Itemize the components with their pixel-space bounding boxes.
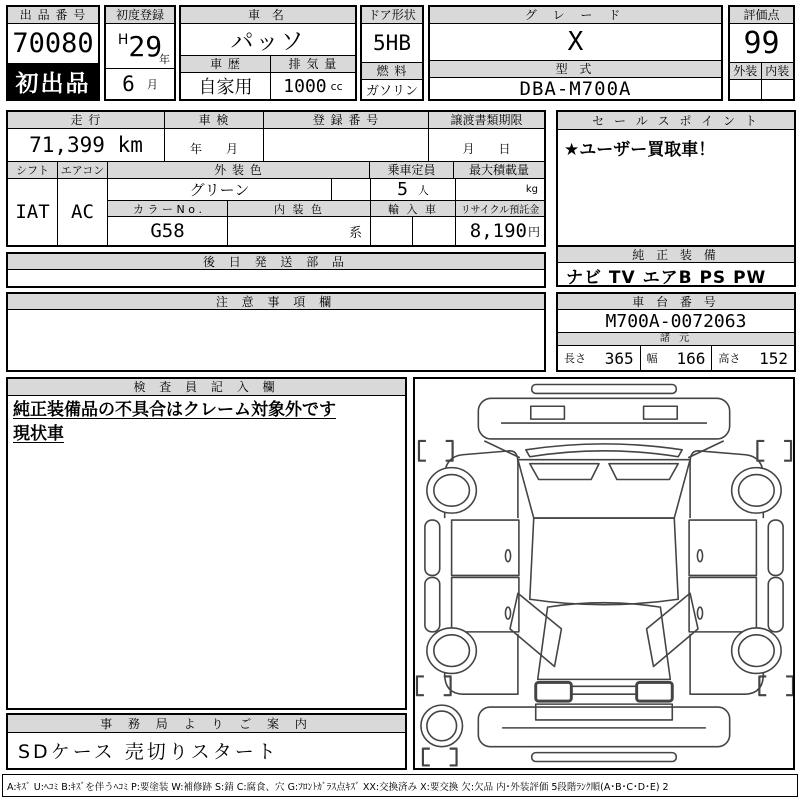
car-rear-bumper [478,707,729,747]
door-shape-label: ドア形状 [362,7,422,24]
damage-code-legend: A:ｷｽﾞ U:ﾍｺﾐ B:ｷｽﾞを伴うﾍｺﾐ P:要塗装 W:補修跡 S:錆 C:腐食、穴 G:ﾌﾛﾝﾄｶﾞﾗｽ点ｷｽﾞ XX:交換済み X:要交換 欠:欠品 内･外装評価 5段階ﾗﾝｸ順(A･B･C･D･E) 2 [2,774,798,797]
capacity-unit: 人 [417,183,429,197]
car-front-lamp-left [531,406,565,419]
recycle-deposit-value [456,217,544,245]
car-name-block [179,5,357,101]
chassis-value: M700A-0072063 [558,310,794,333]
spec-width-label: 幅 [646,352,658,365]
max-load-label: 最大積載量 [454,162,544,179]
transfer-deadline-value: 月 日 [462,142,511,156]
color-number-label: カ ラ ー N o . [108,201,228,216]
first-registration-month [106,69,174,99]
model-code-value: DBA-M700A [519,78,632,99]
inspector-notes-block [6,377,407,710]
displacement-number: 1000 [283,75,327,97]
max-load-unit: kg [525,184,538,195]
exterior-color-extra-cell [332,179,370,200]
fuel-label: 燃 料 [362,63,422,80]
car-windshield [518,460,690,518]
era-letter: H [117,32,129,48]
score-value: 99 [730,24,793,63]
inspector-note-line2: 現状車 [13,423,64,444]
sales-point-block [556,110,796,247]
grade-block [428,5,723,101]
exterior-grade-value [730,80,762,99]
later-parts-label: 後 日 発 送 部 品 [8,254,544,270]
score-block [728,5,795,101]
capacity-label: 乗車定員 [370,162,454,179]
equipment-label: 純 正 装 備 [558,247,794,263]
year-value: 29 [128,29,163,63]
inspector-notes-label: 検 査 員 記 入 欄 [8,379,405,396]
recycle-deposit-number: 8,190 [469,220,527,242]
spec-height-label: 高さ [718,352,741,365]
recycle-deposit-label: リサイクル預託金 [456,201,544,217]
history-label: 車 歴 [181,56,271,73]
year-unit: 年 [159,53,170,66]
first-registration-label: 初度登録 [106,7,174,24]
grade-label: グ レ ー ド [430,7,721,24]
inspector-note-line1: 純正装備品の不具合はクレーム対象外です [13,400,336,420]
equipment-value: ナビ TV エアB PS PW [566,268,767,288]
equipment-block [556,245,796,287]
recycle-deposit-unit: 円 [527,224,540,239]
first-listing-badge: 初出品 [8,63,98,99]
door-shape-value: 5HB [362,24,422,63]
registration-number-label: 登 録 番 号 [264,112,429,129]
aircon-label: エアコン [58,162,108,179]
car-name-value: パッソ [181,24,355,56]
displacement-label: 排 気 量 [271,56,355,73]
office-notice-value: SDケース 売切りスタート [18,741,279,763]
model-code-label: 型 式 [430,61,721,78]
fuel-value: ガソリン [365,84,418,99]
spec-length-label: 長さ [564,352,586,365]
office-notice-label: 事 務 局 よ り ご 案 内 [8,715,405,733]
interior-color-value: 系 [348,225,362,241]
import-car-cell-1 [371,217,413,245]
transfer-deadline-label: 譲渡書類期限 [429,112,544,129]
car-front-lamp-right [644,406,678,419]
month-value: 6 [122,72,135,96]
registration-number-value [264,129,429,161]
first-registration-year [106,24,174,69]
car-door-rear-right [689,577,756,631]
month-unit: 月 [146,78,158,91]
car-rear-window [538,603,671,680]
spec-height [712,346,794,370]
chassis-label: 車 台 番 号 [558,294,794,310]
spec-width-value: 166 [676,348,706,368]
sales-point-label: セ ー ル ス ポ イ ン ト [558,112,794,130]
later-parts-value [8,270,544,286]
car-taillight-left [536,682,572,701]
chassis-block [556,292,796,372]
history-value: 自家用 [181,73,271,99]
lot-number-block [6,5,100,101]
car-damage-diagram [413,377,795,770]
exterior-color-value: グリーン [108,179,332,200]
spec-height-value: 152 [759,348,789,368]
inspection-label: 車 検 [165,112,264,129]
inspection-value: 年 月 [165,129,264,161]
car-name-label: 車 名 [181,7,355,24]
car-cowl [526,444,682,457]
shift-label: シフト [8,162,58,179]
car-door-front-right [689,520,756,575]
color-number-value: G58 [108,217,228,245]
score-label: 評価点 [730,7,793,24]
later-parts-block [6,252,546,288]
mileage-value: 71,399 km [8,129,165,161]
exterior-color-label: 外 装 色 [108,162,370,179]
interior-color-label: 内 装 色 [228,201,370,216]
import-car-label: 輸 入 車 [371,201,455,217]
door-shape-block [360,5,424,101]
max-load-value [456,179,544,201]
mileage-label: 走 行 [8,112,165,129]
shift-value: IAT [8,179,58,245]
office-notice-block [6,713,407,770]
car-door-front-left [452,520,519,575]
displacement-value [271,73,355,99]
car-diagram-svg [415,379,793,768]
car-front-bumper-top [532,385,676,394]
spec-length [558,346,641,370]
displacement-unit: cc [330,79,343,93]
exterior-grade-label: 外装 [730,63,762,80]
specs-label: 諸 元 [558,333,794,346]
sales-point-value: ★ユーザー買取車！ [564,140,716,160]
capacity-value [371,179,455,201]
import-car-cell-2 [413,217,455,245]
capacity-number: 5 [397,179,408,200]
first-registration-block [104,5,176,101]
grade-value: X [430,24,721,61]
notes-value [8,310,544,370]
interior-grade-value [762,80,794,99]
interior-grade-label: 内装 [762,63,794,80]
notes-label: 注 意 事 項 欄 [8,294,544,310]
lot-number-label: 出 品 番 号 [8,7,98,24]
vehicle-details-table [6,110,546,247]
car-front-fascia [478,398,729,439]
spec-length-value: 365 [604,348,634,368]
aircon-value: AC [58,179,108,245]
spec-width [641,346,713,370]
notes-block [6,292,546,372]
car-door-rear-left [452,577,519,631]
lot-number-value: 70080 [12,28,94,59]
car-taillight-right [637,682,673,701]
car-roof [530,518,678,605]
